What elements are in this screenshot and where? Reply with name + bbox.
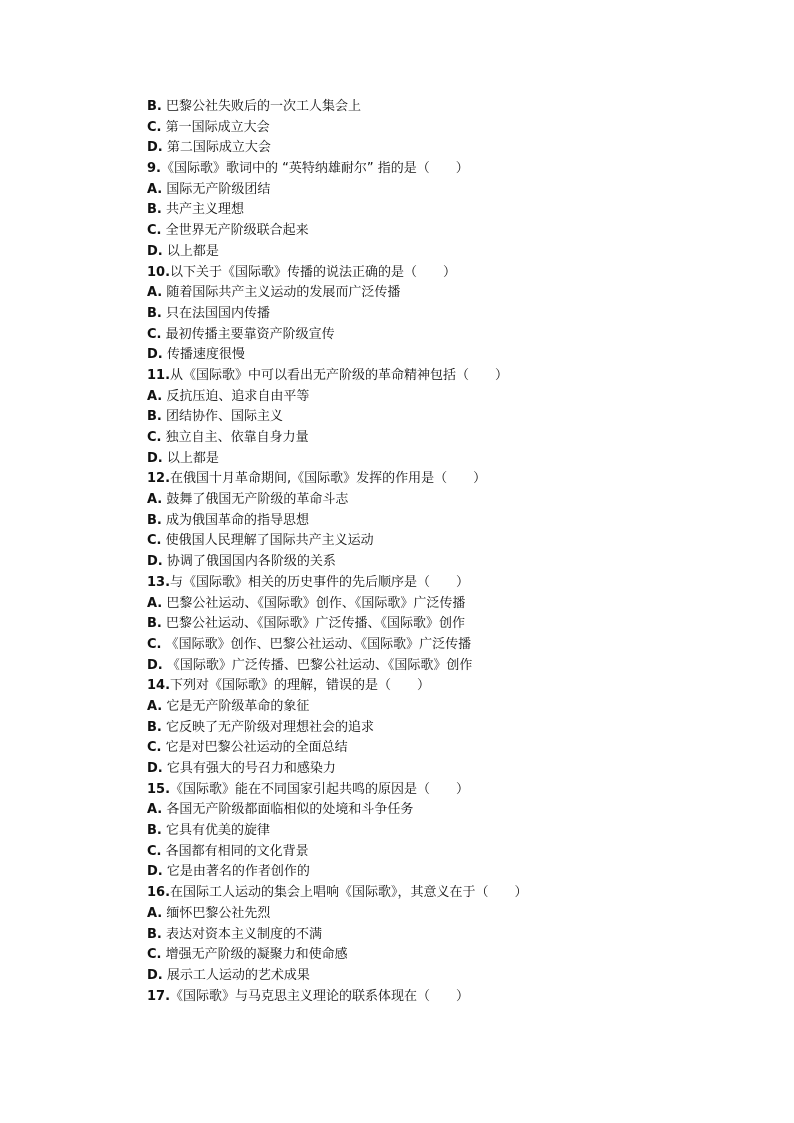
answer-option: [147, 138, 747, 159]
option-text: 巴黎公社运动、《国际歌》创作、《国际歌》广泛传播: [162, 595, 466, 611]
option-letter: D.: [147, 554, 163, 570]
answer-option: [147, 904, 747, 925]
answer-option: [147, 345, 747, 366]
option-text: 表达对资本主义制度的不满: [161, 926, 322, 942]
question-number: 10.: [147, 264, 171, 280]
question-number: 9.: [147, 161, 161, 177]
option-letter: B.: [147, 99, 162, 114]
option-text: 它是无产阶级革命的象征: [162, 698, 310, 714]
option-text: 第一国际成立大会: [161, 119, 270, 135]
question-text: 从《国际歌》中可以看出无产阶级的革命精神包括（ ）: [170, 367, 509, 383]
question-stem: [147, 676, 747, 697]
question-stem: [147, 366, 747, 387]
option-letter: B.: [147, 512, 162, 528]
answer-option: [147, 242, 747, 263]
option-letter: D.: [147, 347, 163, 363]
answer-option: [147, 449, 747, 470]
answer-option: [147, 594, 747, 615]
option-letter: D.: [147, 450, 163, 466]
question-number: 15.: [147, 781, 171, 797]
option-letter: B.: [147, 926, 162, 942]
option-text: 巴黎公社运动、《国际歌》广泛传播、《国际歌》创作: [161, 616, 465, 632]
question-stem: [147, 159, 747, 180]
question-text: 与《国际歌》相关的历史事件的先后顺序是（ ）: [170, 574, 470, 590]
option-text: 只在法国国内传播: [161, 305, 270, 321]
question-text: 在俄国十月革命期间,《国际歌》发挥的作用是（ ）: [170, 471, 487, 487]
question-number: 13.: [147, 574, 171, 590]
option-text: 巴黎公社失败后的一次工人集会上: [161, 99, 361, 114]
answer-option: [147, 180, 747, 201]
option-text: 它是对巴黎公社运动的全面总结: [161, 740, 348, 756]
option-letter: C.: [147, 119, 162, 135]
option-letter: A.: [147, 595, 163, 611]
option-letter: C.: [147, 740, 162, 756]
option-letter: A.: [147, 285, 163, 301]
answer-option: [147, 738, 747, 759]
option-text: 传播速度很慢: [162, 347, 245, 363]
option-text: 使俄国人民理解了国际共产主义运动: [161, 533, 374, 549]
option-letter: D.: [147, 657, 163, 673]
question-stem: [147, 469, 747, 490]
option-text: 随着国际共产主义运动的发展而广泛传播: [162, 285, 401, 301]
option-letter: B.: [147, 616, 162, 632]
answer-option: [147, 821, 747, 842]
answer-option: [147, 552, 747, 573]
question-stem: [147, 573, 747, 594]
option-text: 国际无产阶级团结: [162, 181, 271, 197]
option-text: 缅怀巴黎公社先烈: [162, 905, 271, 921]
option-text: 全世界无产阶级联合起来: [161, 223, 309, 239]
question-list: [147, 97, 747, 1007]
question-number: 11.: [147, 367, 171, 383]
answer-option: [147, 387, 747, 408]
question-text: 在国际工人运动的集会上唱响《国际歌》，其意义在于（ ）: [170, 885, 528, 901]
question-text: 以下关于《国际歌》传播的说法正确的是（ ）: [170, 264, 457, 280]
answer-option: [147, 862, 747, 883]
option-letter: C.: [147, 326, 162, 342]
question-stem: [147, 263, 747, 284]
question-number: 16.: [147, 885, 171, 901]
option-text: 它是由著名的作者创作的: [162, 864, 310, 880]
answer-option: [147, 428, 747, 449]
option-text: 鼓舞了俄国无产阶级的革命斗志: [162, 492, 349, 508]
answer-option: [147, 800, 747, 821]
option-letter: A.: [147, 905, 163, 921]
option-text: 协调了俄国国内各阶级的关系: [162, 554, 336, 570]
option-letter: D.: [147, 967, 163, 983]
option-letter: D.: [147, 864, 163, 880]
option-letter: C.: [147, 223, 162, 239]
option-letter: D.: [147, 243, 163, 259]
option-text: 各国都有相同的文化背景: [161, 843, 309, 859]
answer-option: [147, 118, 747, 139]
question-stem: [147, 987, 747, 1008]
option-letter: A.: [147, 181, 163, 197]
question-stem: [147, 883, 747, 904]
answer-option: [147, 759, 747, 780]
option-letter: A.: [147, 388, 163, 404]
option-text: 展示工人运动的艺术成果: [162, 967, 310, 983]
option-text: 反抗压迫、追求自由平等: [162, 388, 310, 404]
option-letter: A.: [147, 492, 163, 508]
question-number: 12.: [147, 471, 171, 487]
option-text: 《国际歌》广泛传播、巴黎公社运动、《国际歌》创作: [162, 657, 473, 673]
option-letter: B.: [147, 409, 162, 425]
option-letter: A.: [147, 802, 163, 818]
option-text: 团结协作、国际主义: [161, 409, 283, 425]
question-stem: [147, 780, 747, 801]
question-text: 《国际歌》歌词中的 “英特纳雄耐尔” 指的是（ ）: [160, 161, 469, 177]
answer-option: [147, 925, 747, 946]
answer-option: [147, 635, 747, 656]
question-number: 14.: [147, 678, 171, 694]
option-text: 第二国际成立大会: [162, 140, 271, 156]
option-letter: D.: [147, 761, 163, 776]
answer-option: [147, 945, 747, 966]
option-text: 它具有优美的旋律: [161, 823, 270, 839]
answer-option: [147, 200, 747, 221]
option-text: 以上都是: [162, 243, 219, 259]
option-text: 《国际歌》创作、巴黎公社运动、《国际歌》广泛传播: [161, 636, 472, 652]
option-text: 它具有强大的号召力和感染力: [162, 761, 336, 776]
answer-option: [147, 614, 747, 635]
answer-option: [147, 283, 747, 304]
option-letter: B.: [147, 305, 162, 321]
option-letter: B.: [147, 719, 162, 735]
answer-option: [147, 304, 747, 325]
answer-option: [147, 511, 747, 532]
answer-option: [147, 490, 747, 511]
option-text: 共产主义理想: [161, 202, 244, 218]
option-letter: D.: [147, 140, 163, 156]
option-text: 增强无产阶级的凝聚力和使命感: [161, 947, 348, 963]
answer-option: [147, 656, 747, 677]
answer-option: [147, 531, 747, 552]
option-letter: C.: [147, 947, 162, 963]
option-letter: C.: [147, 636, 162, 652]
answer-option: [147, 966, 747, 987]
question-text: 下列对《国际歌》的理解，错误的是（ ）: [170, 678, 431, 694]
answer-option: [147, 97, 747, 118]
option-text: 它反映了无产阶级对理想社会的追求: [161, 719, 374, 735]
question-number: 17.: [147, 988, 171, 1004]
question-text: 《国际歌》能在不同国家引起共鸣的原因是（ ）: [170, 781, 470, 797]
option-letter: C.: [147, 843, 162, 859]
answer-option: [147, 842, 747, 863]
answer-option: [147, 697, 747, 718]
option-letter: C.: [147, 533, 162, 549]
answer-option: [147, 718, 747, 739]
answer-option: [147, 325, 747, 346]
option-letter: C.: [147, 430, 162, 445]
option-text: 各国无产阶级都面临相似的处境和斗争任务: [162, 802, 414, 818]
option-text: 成为俄国革命的指导思想: [161, 512, 309, 528]
option-text: 独立自主、依靠自身力量: [161, 430, 309, 445]
option-text: 最初传播主要靠资产阶级宣传: [161, 326, 335, 342]
option-letter: B.: [147, 202, 162, 218]
option-letter: A.: [147, 698, 163, 714]
option-text: 以上都是: [162, 450, 219, 466]
question-text: 《国际歌》与马克思主义理论的联系体现在（ ）: [170, 988, 470, 1004]
option-letter: B.: [147, 823, 162, 839]
answer-option: [147, 407, 747, 428]
answer-option: [147, 221, 747, 242]
